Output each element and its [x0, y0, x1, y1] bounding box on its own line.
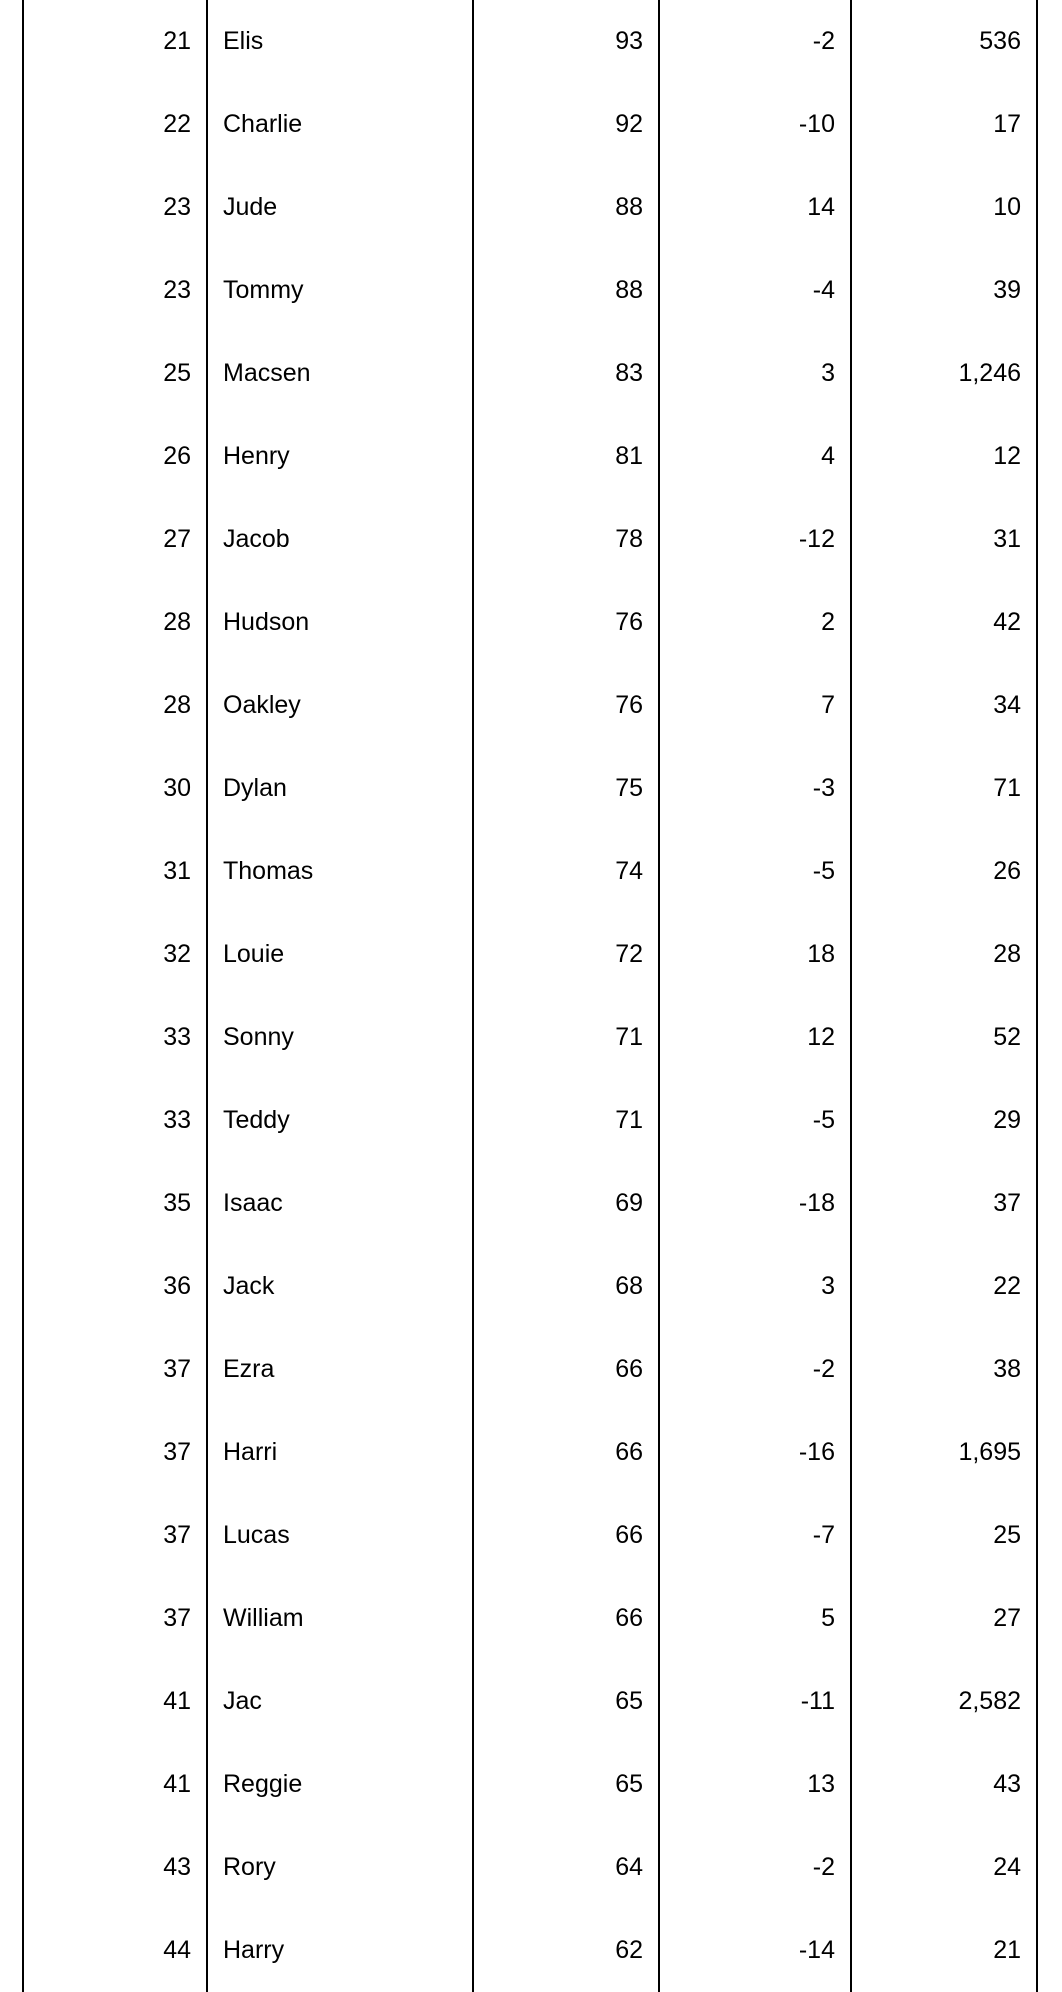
count-cell: 75 — [473, 747, 659, 830]
count-cell: 93 — [473, 0, 659, 83]
count-cell: 72 — [473, 913, 659, 996]
rank-cell: 37 — [23, 1577, 207, 1660]
rank-cell: 43 — [23, 1826, 207, 1909]
name-cell: Henry — [207, 415, 473, 498]
name-cell: Dylan — [207, 747, 473, 830]
count-cell: 76 — [473, 664, 659, 747]
rank-cell: 23 — [23, 166, 207, 249]
rank-change-cell: -2 — [659, 0, 851, 83]
rank-cell: 28 — [23, 581, 207, 664]
name-cell: William — [207, 1577, 473, 1660]
count-cell: 66 — [473, 1328, 659, 1411]
previous-rank-cell: 1,246 — [851, 332, 1037, 415]
rank-change-cell: -11 — [659, 1660, 851, 1743]
table-row — [23, 1909, 1037, 1992]
table-row — [23, 581, 1037, 664]
count-cell: 81 — [473, 415, 659, 498]
rank-change-cell: -12 — [659, 498, 851, 581]
table-row — [23, 0, 1037, 83]
previous-rank-cell: 52 — [851, 996, 1037, 1079]
count-cell: 66 — [473, 1411, 659, 1494]
rank-change-cell: -10 — [659, 83, 851, 166]
rank-change-cell: 5 — [659, 1577, 851, 1660]
table-row — [23, 249, 1037, 332]
rank-cell: 37 — [23, 1411, 207, 1494]
rank-cell: 27 — [23, 498, 207, 581]
rank-change-cell: -3 — [659, 747, 851, 830]
name-cell: Rory — [207, 1826, 473, 1909]
name-cell: Elis — [207, 0, 473, 83]
name-cell: Sonny — [207, 996, 473, 1079]
rank-cell: 44 — [23, 1909, 207, 1992]
previous-rank-cell: 39 — [851, 249, 1037, 332]
previous-rank-cell: 25 — [851, 1494, 1037, 1577]
table-row — [23, 1079, 1037, 1162]
table-row — [23, 1411, 1037, 1494]
rank-cell: 36 — [23, 1245, 207, 1328]
rank-cell: 23 — [23, 249, 207, 332]
table-row — [23, 1328, 1037, 1411]
rank-change-cell: -14 — [659, 1909, 851, 1992]
name-cell: Harry — [207, 1909, 473, 1992]
rank-cell: 32 — [23, 913, 207, 996]
count-cell: 83 — [473, 332, 659, 415]
table-row — [23, 1494, 1037, 1577]
rank-change-cell: 18 — [659, 913, 851, 996]
rank-change-cell: -4 — [659, 249, 851, 332]
table-row — [23, 332, 1037, 415]
rank-cell: 35 — [23, 1162, 207, 1245]
rank-change-cell: -18 — [659, 1162, 851, 1245]
previous-rank-cell: 31 — [851, 498, 1037, 581]
count-cell: 74 — [473, 830, 659, 913]
previous-rank-cell: 21 — [851, 1909, 1037, 1992]
count-cell: 71 — [473, 1079, 659, 1162]
rank-cell: 31 — [23, 830, 207, 913]
rank-cell: 33 — [23, 1079, 207, 1162]
rank-cell: 37 — [23, 1494, 207, 1577]
rank-change-cell: 12 — [659, 996, 851, 1079]
previous-rank-cell: 27 — [851, 1577, 1037, 1660]
name-cell: Harri — [207, 1411, 473, 1494]
name-cell: Teddy — [207, 1079, 473, 1162]
table-row — [23, 1577, 1037, 1660]
count-cell: 66 — [473, 1577, 659, 1660]
table-row — [23, 830, 1037, 913]
rank-change-cell: 13 — [659, 1743, 851, 1826]
rank-change-cell: 3 — [659, 332, 851, 415]
previous-rank-cell: 43 — [851, 1743, 1037, 1826]
previous-rank-cell: 42 — [851, 581, 1037, 664]
table-row — [23, 166, 1037, 249]
previous-rank-cell: 71 — [851, 747, 1037, 830]
rank-change-cell: 2 — [659, 581, 851, 664]
previous-rank-cell: 29 — [851, 1079, 1037, 1162]
rank-cell: 28 — [23, 664, 207, 747]
rank-cell: 41 — [23, 1660, 207, 1743]
name-cell: Oakley — [207, 664, 473, 747]
table-row — [23, 415, 1037, 498]
table-body — [23, 0, 1037, 1992]
table-row — [23, 913, 1037, 996]
table-row — [23, 1245, 1037, 1328]
name-cell: Ezra — [207, 1328, 473, 1411]
previous-rank-cell: 34 — [851, 664, 1037, 747]
rank-change-cell: 7 — [659, 664, 851, 747]
name-cell: Jac — [207, 1660, 473, 1743]
rank-change-cell: -2 — [659, 1328, 851, 1411]
name-cell: Isaac — [207, 1162, 473, 1245]
count-cell: 69 — [473, 1162, 659, 1245]
name-cell: Hudson — [207, 581, 473, 664]
rank-change-cell: 3 — [659, 1245, 851, 1328]
table-row — [23, 1660, 1037, 1743]
name-cell: Jack — [207, 1245, 473, 1328]
name-cell: Charlie — [207, 83, 473, 166]
name-cell: Lucas — [207, 1494, 473, 1577]
rank-change-cell: 4 — [659, 415, 851, 498]
rank-cell: 30 — [23, 747, 207, 830]
rank-change-cell: -5 — [659, 830, 851, 913]
count-cell: 65 — [473, 1660, 659, 1743]
previous-rank-cell: 1,695 — [851, 1411, 1037, 1494]
previous-rank-cell: 536 — [851, 0, 1037, 83]
table-row — [23, 1743, 1037, 1826]
name-cell: Reggie — [207, 1743, 473, 1826]
name-cell: Thomas — [207, 830, 473, 913]
previous-rank-cell: 22 — [851, 1245, 1037, 1328]
name-cell: Tommy — [207, 249, 473, 332]
previous-rank-cell: 12 — [851, 415, 1037, 498]
count-cell: 65 — [473, 1743, 659, 1826]
count-cell: 68 — [473, 1245, 659, 1328]
previous-rank-cell: 38 — [851, 1328, 1037, 1411]
table-row — [23, 1162, 1037, 1245]
count-cell: 88 — [473, 166, 659, 249]
rank-change-cell: 14 — [659, 166, 851, 249]
rank-cell: 33 — [23, 996, 207, 1079]
table-row — [23, 747, 1037, 830]
count-cell: 92 — [473, 83, 659, 166]
previous-rank-cell: 26 — [851, 830, 1037, 913]
name-cell: Jacob — [207, 498, 473, 581]
rank-cell: 25 — [23, 332, 207, 415]
table-row — [23, 498, 1037, 581]
count-cell: 64 — [473, 1826, 659, 1909]
rank-cell: 22 — [23, 83, 207, 166]
rank-change-cell: -2 — [659, 1826, 851, 1909]
name-cell: Jude — [207, 166, 473, 249]
rank-cell: 37 — [23, 1328, 207, 1411]
rank-change-cell: -16 — [659, 1411, 851, 1494]
previous-rank-cell: 17 — [851, 83, 1037, 166]
table-row — [23, 664, 1037, 747]
count-cell: 76 — [473, 581, 659, 664]
table-row — [23, 996, 1037, 1079]
name-cell: Macsen — [207, 332, 473, 415]
rank-cell: 41 — [23, 1743, 207, 1826]
baby-names-table — [22, 0, 1038, 1992]
previous-rank-cell: 2,582 — [851, 1660, 1037, 1743]
table-row — [23, 83, 1037, 166]
count-cell: 66 — [473, 1494, 659, 1577]
previous-rank-cell: 10 — [851, 166, 1037, 249]
rank-change-cell: -5 — [659, 1079, 851, 1162]
count-cell: 71 — [473, 996, 659, 1079]
rank-cell: 26 — [23, 415, 207, 498]
count-cell: 62 — [473, 1909, 659, 1992]
count-cell: 88 — [473, 249, 659, 332]
previous-rank-cell: 37 — [851, 1162, 1037, 1245]
rank-cell: 21 — [23, 0, 207, 83]
name-cell: Louie — [207, 913, 473, 996]
rank-change-cell: -7 — [659, 1494, 851, 1577]
previous-rank-cell: 24 — [851, 1826, 1037, 1909]
table-row — [23, 1826, 1037, 1909]
previous-rank-cell: 28 — [851, 913, 1037, 996]
count-cell: 78 — [473, 498, 659, 581]
